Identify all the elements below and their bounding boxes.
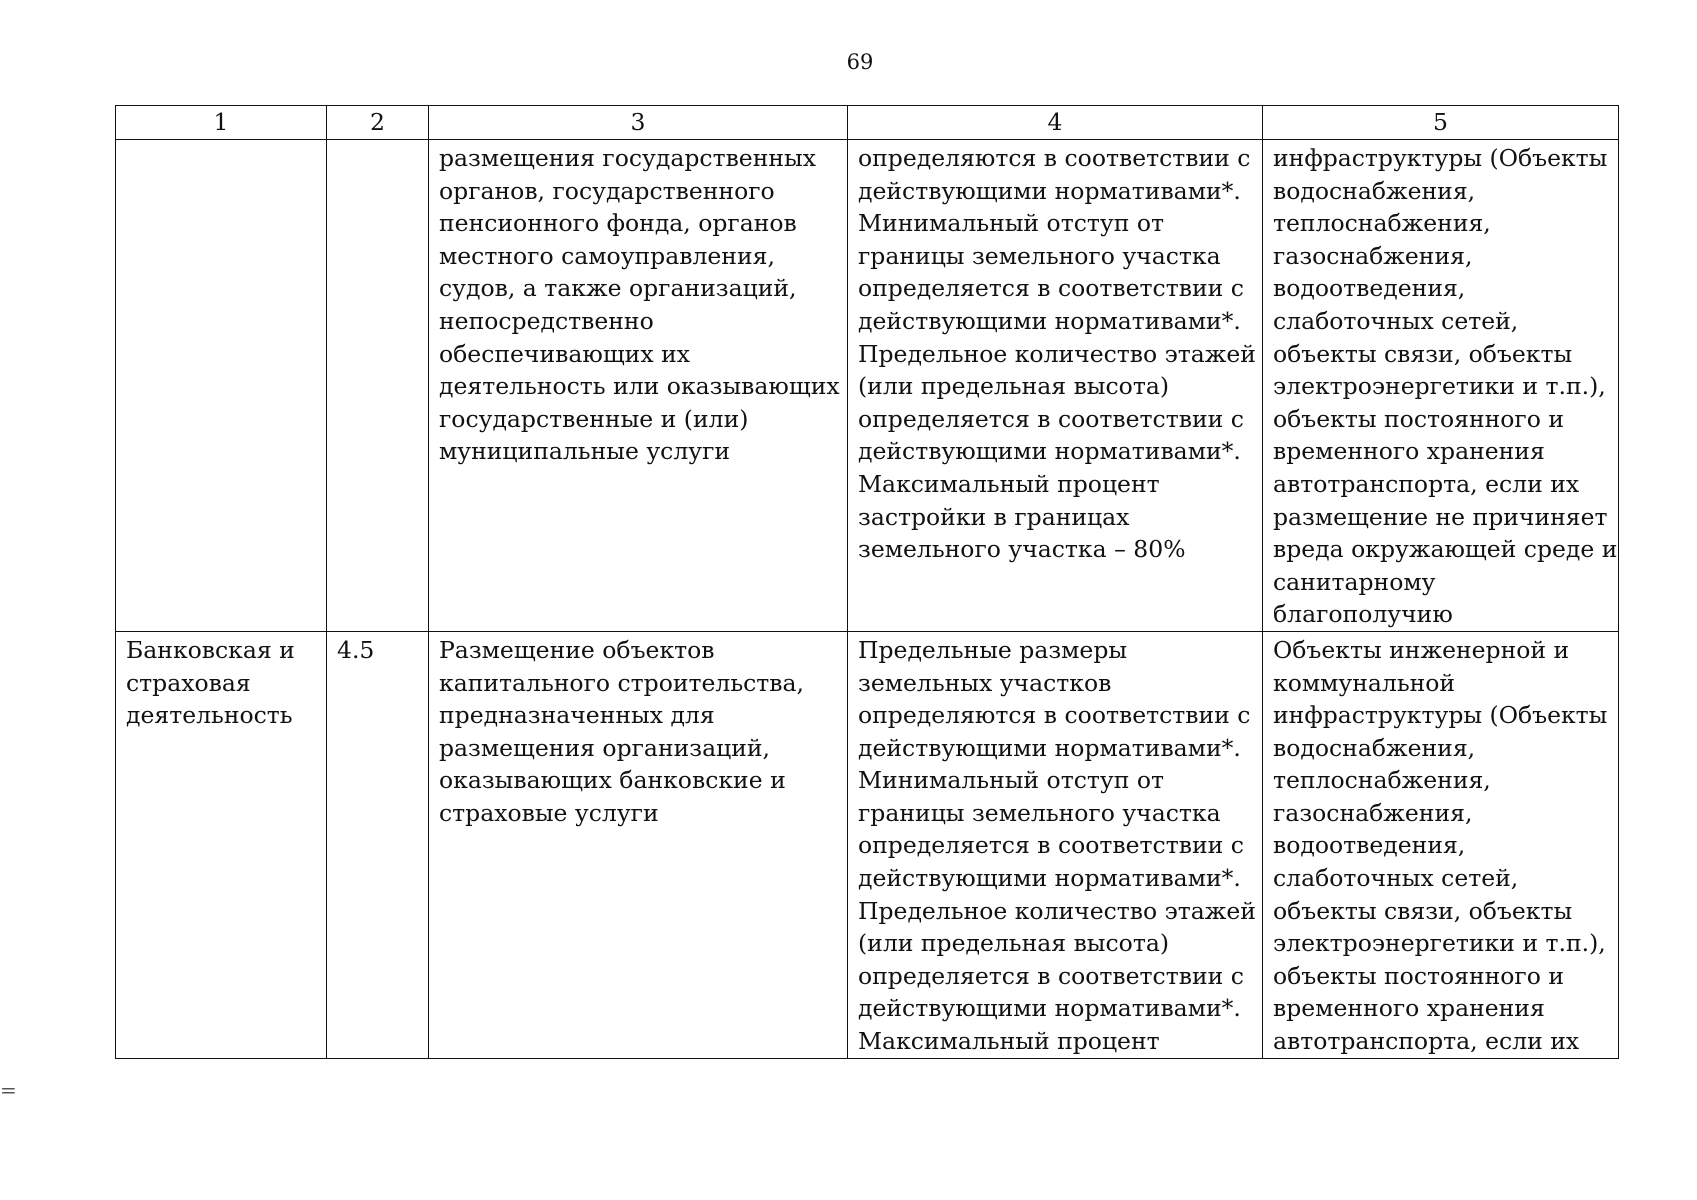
cell-text-line: (или предельная высота) <box>858 929 1169 958</box>
cell-text-line: органов, государственного <box>439 176 775 205</box>
cell-text-line: санитарному <box>1273 567 1436 596</box>
cell-text-line: автотранспорта, если их <box>1273 1027 1580 1056</box>
cell-text-line: земельного участка – 80% <box>858 535 1186 564</box>
cell-text-line: местного самоуправления, <box>439 241 775 270</box>
cell-text-line: определяется в соответствии с <box>858 274 1244 303</box>
cell-text-line: застройки в границах <box>858 502 1130 531</box>
auxiliary-uses-cell <box>1263 631 1619 1058</box>
cell-text-line: Максимальный процент <box>858 469 1160 498</box>
use-code-cell: 4.5 <box>327 631 429 1058</box>
cell-text-line: слаботочных сетей, <box>1273 864 1519 893</box>
column-header-1: 1 <box>116 106 327 140</box>
cell-text-line: размещения организаций, <box>439 733 771 762</box>
cell-text-line: коммунальной <box>1273 668 1456 697</box>
cell-text-line: объекты постоянного и <box>1273 961 1565 990</box>
cell-text-line: Максимальный процент <box>858 1027 1160 1056</box>
page-number: 69 <box>846 50 874 74</box>
land-use-table <box>115 105 1619 1059</box>
cell-text-line: деятельность или оказывающих <box>439 372 840 401</box>
parameters-cell <box>848 631 1263 1058</box>
cell-text-line: действующими нормативами*. <box>858 306 1241 335</box>
cell-text-line: оказывающих банковские и <box>439 766 786 795</box>
cell-text-line: определяется в соответствии с <box>858 404 1244 433</box>
cell-text-line: Объекты инженерной и <box>1273 635 1570 664</box>
cell-text-line: автотранспорта, если их <box>1273 469 1580 498</box>
cell-text-line: вреда окружающей среде и <box>1273 535 1618 564</box>
cell-text-line: объекты связи, объекты <box>1273 896 1573 925</box>
cell-text-line: Минимальный отступ от <box>858 209 1164 238</box>
use-name-cell <box>116 140 327 632</box>
cell-text-line: определяются в соответствии с <box>858 144 1251 172</box>
cell-text-line: водоотведения, <box>1273 274 1466 303</box>
cell-text-line: благополучию <box>1273 600 1453 629</box>
table-row <box>116 140 1619 632</box>
cell-text-line: предназначенных для <box>439 701 715 730</box>
cell-text-line: страховые услуги <box>439 798 659 827</box>
cell-text-line: капитального строительства, <box>439 668 805 697</box>
cell-text-line: размещения государственных <box>439 144 816 172</box>
cell-text-line: Размещение объектов <box>439 635 715 664</box>
column-header-3: 3 <box>429 106 848 140</box>
cell-text-line: действующими нормативами*. <box>858 733 1241 762</box>
cell-text-line: границы земельного участка <box>858 241 1221 270</box>
cell-text-line: действующими нормативами*. <box>858 994 1241 1023</box>
auxiliary-uses-cell <box>1263 140 1619 632</box>
margin-mark: = <box>0 1078 17 1102</box>
cell-text-line: водоснабжения, <box>1273 176 1476 205</box>
cell-text-line: объекты связи, объекты <box>1273 339 1573 368</box>
cell-text-line: водоотведения, <box>1273 831 1466 860</box>
cell-text-line: объекты постоянного и <box>1273 404 1565 433</box>
column-header-4: 4 <box>848 106 1263 140</box>
cell-text-line: Предельные размеры <box>858 635 1128 664</box>
cell-text-line: пенсионного фонда, органов <box>439 209 797 238</box>
cell-text-line: электроэнергетики и т.п.), <box>1273 372 1606 401</box>
cell-text-line: непосредственно <box>439 306 654 335</box>
cell-text-line: газоснабжения, <box>1273 798 1473 827</box>
cell-text-line: определяется в соответствии с <box>858 961 1244 990</box>
cell-text-line: действующими нормативами*. <box>858 864 1241 893</box>
cell-text-line: Банковская и <box>126 635 295 664</box>
column-header-5: 5 <box>1263 106 1619 140</box>
cell-text-line: газоснабжения, <box>1273 241 1473 270</box>
cell-text-line: размещение не причиняет <box>1273 502 1608 531</box>
cell-text-line: деятельность <box>126 701 293 730</box>
cell-text-line: теплоснабжения, <box>1273 209 1491 238</box>
cell-text-line: Предельное количество этажей <box>858 896 1256 925</box>
parameters-cell <box>848 140 1263 632</box>
cell-text-line: действующими нормативами*. <box>858 437 1241 466</box>
cell-text-line: государственные и (или) <box>439 404 749 433</box>
table-header-row <box>116 106 1619 140</box>
cell-text-line: определяются в соответствии с <box>858 701 1251 730</box>
cell-text-line: Минимальный отступ от <box>858 766 1164 795</box>
cell-text-line: слаботочных сетей, <box>1273 306 1519 335</box>
use-code-cell <box>327 140 429 632</box>
cell-text-line: временного хранения <box>1273 437 1545 466</box>
cell-text-line: муниципальные услуги <box>439 437 731 466</box>
cell-text-line: земельных участков <box>858 668 1112 697</box>
cell-text-line: границы земельного участка <box>858 798 1221 827</box>
description-cell <box>429 631 848 1058</box>
table-row <box>116 631 1619 1058</box>
cell-text-line: водоснабжения, <box>1273 733 1476 762</box>
column-header-2: 2 <box>327 106 429 140</box>
cell-text-line: определяется в соответствии с <box>858 831 1244 860</box>
description-cell <box>429 140 848 632</box>
cell-text-line: электроэнергетики и т.п.), <box>1273 929 1606 958</box>
use-name-cell <box>116 631 327 1058</box>
cell-text-line: судов, а также организаций, <box>439 274 797 303</box>
cell-text-line: Предельное количество этажей <box>858 339 1256 368</box>
cell-text-line: временного хранения <box>1273 994 1545 1023</box>
cell-text-line: (или предельная высота) <box>858 372 1169 401</box>
cell-text-line: действующими нормативами*. <box>858 176 1241 205</box>
cell-text-line: инфраструктуры (Объекты <box>1273 701 1608 730</box>
cell-text-line: обеспечивающих их <box>439 339 690 368</box>
cell-text-line: инфраструктуры (Объекты <box>1273 144 1608 172</box>
cell-text-line: теплоснабжения, <box>1273 766 1491 795</box>
cell-text-line: страховая <box>126 668 251 697</box>
